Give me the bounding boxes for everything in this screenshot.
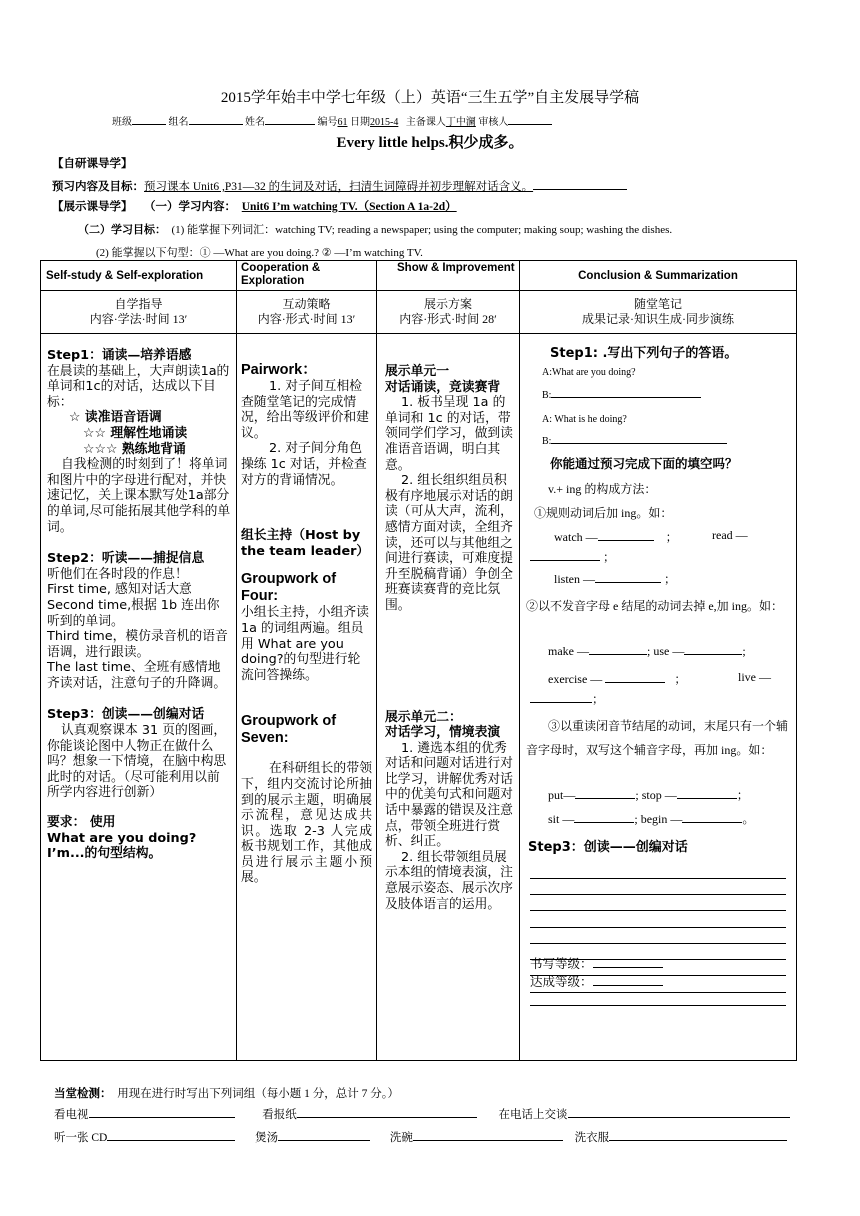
teacher-value: 丁中澜 <box>445 117 476 128</box>
class-field[interactable] <box>132 124 166 125</box>
header-self-study: Self-study & Self-exploration <box>41 261 237 291</box>
rule2-exercise[interactable]: exercise — ； <box>548 672 687 686</box>
rule-1: ①规则动词后加 ing。如： <box>534 506 673 520</box>
check-heading <box>54 1085 399 1101</box>
requirement-text: What are you doing? I’m...的句型结构。 <box>47 830 197 862</box>
subheader-self-study <box>41 291 237 334</box>
step2-text: 听他们在各时段的作息！ <box>47 566 188 582</box>
word-blank[interactable] <box>574 822 634 823</box>
rule1-watch[interactable]: watch — ； <box>554 530 678 544</box>
self-study-guide-heading: 【自研课导学】 <box>52 158 133 170</box>
answer-label: B: <box>542 390 552 401</box>
group7-text: 在科研组长的带领下，组内交流讨论所抽到的展示主题，明确展示流程，意见达成共识。选取 2-3 人完成板书规划工作，其他成员进行展示主题小预展。 <box>241 761 372 886</box>
preview-label: 预习内容及目标： <box>52 181 144 193</box>
cooperation-column <box>237 334 377 1061</box>
writing-line[interactable] <box>530 959 786 960</box>
step2-last: The last time、全班有感情地齐读对话，注意句子的升降调。 <box>47 660 227 691</box>
step2-second: Second time,根据 1b 连出你听到的单词。 <box>47 597 220 629</box>
unit2-subtitle: 对话学习，情境表演 <box>385 725 501 741</box>
check-item-label: 看电视 <box>54 1109 89 1121</box>
step1-title: Step1：诵读—培养语感 <box>47 348 192 363</box>
reviewer-label: 审核人 <box>478 117 509 128</box>
preview-line <box>52 178 627 194</box>
unit1-title: 展示单元一 <box>385 364 449 379</box>
subheader-detail: 内容·学法·时间 13′ <box>89 312 188 326</box>
subheader-cooperation <box>237 291 377 334</box>
word-blank[interactable] <box>684 654 742 655</box>
pairwork-title: Pairwork： <box>241 362 317 378</box>
objectives-line <box>78 221 672 237</box>
check-item-label: 洗碗 <box>389 1132 413 1144</box>
check-item-blank[interactable] <box>107 1140 235 1141</box>
answer-blank[interactable] <box>551 397 701 398</box>
step2-title: Step2：听读——捕捉信息 <box>47 551 205 567</box>
check-item-blank[interactable] <box>278 1140 370 1141</box>
word-label: stop — <box>641 788 677 802</box>
word-label: sit — <box>548 812 575 826</box>
step1-text: 在晨读的基础上，大声朗读1a的单词和1c的对话，达成以下目标： <box>47 363 230 410</box>
motto: Every little helps.积少成多。 <box>336 135 524 151</box>
check-item-blank[interactable] <box>413 1140 563 1141</box>
page-title: 2015学年始丰中学七年级（上）英语“三生五学”自主发展导学稿 <box>220 90 640 106</box>
grade-blank[interactable] <box>593 967 663 968</box>
word-blank[interactable] <box>575 798 635 799</box>
step3-title: Step3：创读——创编对话 <box>47 707 205 723</box>
step1-check: 自我检测的时刻到了！将单词和图片中的字母进行配对，并快速记忆，关上课本默写处1a部分的单词,尽可能拓展其他学科的单词。 <box>47 457 231 535</box>
check-item-blank[interactable] <box>89 1117 235 1118</box>
goal-star-1: ☆ 读准语音语调 <box>69 410 162 426</box>
subheader-detail: 内容·形式·时间 28′ <box>399 312 497 326</box>
writing-grade[interactable] <box>530 954 663 972</box>
rule2-live[interactable]: live — <box>738 670 771 684</box>
step2-third: Third time，模仿录音机的语音语调，进行跟读。 <box>47 629 228 660</box>
subheader-detail: 成果记录·知识生成·同步演练 <box>582 312 734 326</box>
reviewer-field[interactable] <box>508 124 552 125</box>
unit2-step-2: 2. 组长带领组员展示本组的情境表演，注意展示姿态、展示次序及肢体语言的运用。 <box>385 849 513 912</box>
group-label: 组名 <box>168 117 189 128</box>
notes-step1-title: Step1: .写出下列句子的答语。 <box>550 346 738 361</box>
group4-text: 小组长主持，小组齐读 1a 的词组两遍。组员用 What are you doing?的句型进行轮流问答操练。 <box>241 605 369 683</box>
check-item-label: 煲汤 <box>255 1132 279 1144</box>
word-blank[interactable] <box>530 702 592 703</box>
rule-2: ②以不发音字母 e 结尾的动词去掉 e,加 ing。如： <box>526 599 783 613</box>
number-label: 编号 <box>317 117 338 128</box>
answer-blank[interactable] <box>551 443 727 444</box>
requirement-label: 要求： 使用 <box>47 815 116 831</box>
self-study-column <box>41 334 237 1061</box>
group-field[interactable] <box>189 124 243 125</box>
group7-title: Groupwork of Seven: <box>241 713 337 747</box>
writing-line[interactable] <box>530 878 786 879</box>
subheader-title: 自学指导 <box>114 297 163 311</box>
rule-intro: v.+ ing 的构成方法： <box>548 482 657 496</box>
word-label: listen — <box>554 572 595 586</box>
subheader-title: 互动策略 <box>282 297 331 311</box>
check-item-blank[interactable] <box>297 1117 477 1118</box>
unit2-step-1: 1. 遴选本组的优秀对话和问题对话进行对比学习，讲解优秀对话中的优美句式和问题对话中暴露的错误及注意点，带领全班进行赏析、纠正。 <box>385 740 513 850</box>
check-item-blank[interactable] <box>609 1140 787 1141</box>
objective-1: (1) 能掌握下列词汇：watching TV; reading a newspaper; using the computer; making soup; washing the dishes. <box>171 224 673 236</box>
writing-line[interactable] <box>530 992 786 993</box>
word-label: put— <box>548 788 576 802</box>
check-instruction: 用现在进行时写出下列词组（每小题 1 分，总计 7 分。） <box>117 1088 399 1100</box>
unit2-title: 展示单元二： <box>385 709 462 725</box>
subheader-title: 随堂笔记 <box>633 297 682 311</box>
name-field[interactable] <box>265 124 315 125</box>
notes-step3-title: Step3：创读——创编对话 <box>528 840 688 855</box>
prompt-heading: 你能通过预习完成下面的填空吗？ <box>550 456 738 471</box>
objectives-label: （二）学习目标： <box>78 224 166 236</box>
unit1-step-1: 1. 板书呈现 1a 的单词和 1c 的对话，带领同学们学习，做到读准语音语调，明白其意。 <box>385 395 513 473</box>
name-label: 姓名 <box>245 117 265 128</box>
writing-line[interactable] <box>530 927 786 928</box>
word-label: make — <box>548 644 589 658</box>
word-blank[interactable] <box>682 822 742 823</box>
date-label: 日期 <box>350 117 370 128</box>
rule1-read-blank[interactable]: ； <box>530 548 615 565</box>
word-label: begin — <box>640 812 683 826</box>
word-blank[interactable] <box>595 582 661 583</box>
grade-blank[interactable] <box>593 985 663 986</box>
header-show: Show & Improvement <box>377 261 520 291</box>
word-blank[interactable] <box>605 682 665 683</box>
subheader-conclusion <box>520 291 797 334</box>
writing-line[interactable] <box>530 910 786 911</box>
answer-1-line[interactable] <box>542 390 701 401</box>
word-label: watch — <box>554 530 598 544</box>
word-label: use — <box>653 644 685 658</box>
preview-text: 预习课本 Unit6 ,P31—32 的生词及对话，扫清生词障碍并初步理解对话含义。 <box>144 181 534 193</box>
writing-line[interactable] <box>530 1005 786 1006</box>
check-item-label: 听一张 CD <box>54 1132 108 1144</box>
pairwork-step-1: 1. 对子间互相检查随堂笔记的完成情况，给出等级评价和建议。 <box>241 379 369 441</box>
subheader-title: 展示方案 <box>423 297 472 311</box>
study-content: Unit6 I’m watching TV.（Section A 1a-2d） <box>241 201 457 213</box>
show-column <box>377 334 520 1061</box>
check-item-label: 看报纸 <box>262 1109 297 1121</box>
study-table <box>40 260 797 1061</box>
rule-3: ③以重读闭音节结尾的动词，末尾只有一个辅音字母时，双写这个辅音字母，再加 ing。如： <box>526 719 789 757</box>
word-blank[interactable] <box>598 540 654 541</box>
step3-text: 认真观察课本 31 页的图画，你能谈论图中人物正在做什么吗？想象一下情境，在脑中构思此时的对话。（尽可能利用以前所学内容进行创新） <box>47 723 227 801</box>
word-blank[interactable] <box>677 798 737 799</box>
show-guide-heading: 【展示课导学】 <box>52 201 133 213</box>
unit1-subtitle: 对话诵读，竞读赛背 <box>385 379 501 395</box>
answer-2-line[interactable] <box>542 436 727 447</box>
show-guide-line <box>52 198 802 214</box>
header-conclusion: Conclusion & Summarization <box>520 261 797 291</box>
goal-star-2: ☆☆ 理解性地诵读 <box>83 425 188 441</box>
rule3-put-stop[interactable]: put— ; stop — ； <box>548 788 749 802</box>
word-blank[interactable] <box>589 654 647 655</box>
check-item-label: 在电话上交谈 <box>498 1109 568 1121</box>
rule2-make-use[interactable]: make — ; use — ; <box>548 644 746 658</box>
writing-line[interactable] <box>530 975 786 976</box>
date-value: 2015-4 <box>370 117 399 128</box>
objective-2: (2) 能掌握以下句型：① —What are you doing.? ② —I’m watching TV. <box>96 247 423 259</box>
group4-title: Groupwork of Four: <box>241 571 337 605</box>
check-item-blank[interactable] <box>568 1117 790 1118</box>
header-cooperation: Cooperation & Exploration <box>237 261 377 291</box>
check-label: 当堂检测： <box>54 1088 112 1100</box>
rule1-listen[interactable]: listen — ； <box>554 572 677 586</box>
check-row-1 <box>54 1106 790 1122</box>
step2-first: First time, 感知对话大意 <box>47 582 192 598</box>
unit1-step-2: 2. 组长组织组员积极有序地展示对话的朗读（可从大声，流利，感情方面对读，全组齐读，还可以与其他组之间进行赛读，可难度提升至脱稿背诵）争创全班赛读赛背的竞比氛围。 <box>385 473 513 613</box>
answer-label: B: <box>542 436 552 447</box>
check-item-label: 洗衣服 <box>574 1132 610 1144</box>
rule2-live-blank[interactable]: ； <box>530 690 604 707</box>
preview-underline <box>533 189 627 190</box>
writing-line[interactable] <box>530 894 786 895</box>
teacher-label: 主备课人 <box>405 117 446 128</box>
number-value: 61 <box>337 117 348 128</box>
study-content-label: （一）学习内容： <box>144 201 236 213</box>
grade-label: 达成等级： <box>530 974 593 989</box>
conclusion-column <box>520 334 797 1061</box>
class-label: 班级 <box>112 117 132 128</box>
rule3-sit-begin[interactable]: sit — ; begin — 。 <box>548 812 755 826</box>
word-blank[interactable] <box>530 560 600 561</box>
check-row-2 <box>54 1129 787 1145</box>
subheader-show <box>377 291 520 334</box>
question-2: A: What is he doing? <box>542 414 627 425</box>
grade-label: 书写等级： <box>530 956 593 971</box>
subheader-detail: 内容·形式·时间 13′ <box>257 312 356 326</box>
writing-line[interactable] <box>530 943 786 944</box>
host-label: 组长主持（Host by the team leader） <box>241 528 370 559</box>
goal-star-3: ☆☆☆ 熟练地背诵 <box>83 441 186 457</box>
word-label: exercise — <box>548 672 603 686</box>
info-line <box>112 113 552 128</box>
rule1-read[interactable]: read — <box>712 528 748 542</box>
question-1: A:What are you doing? <box>542 367 636 378</box>
pairwork-step-2: 2. 对子间分角色操练 1c 对话，并检查对方的背诵情况。 <box>241 441 367 488</box>
